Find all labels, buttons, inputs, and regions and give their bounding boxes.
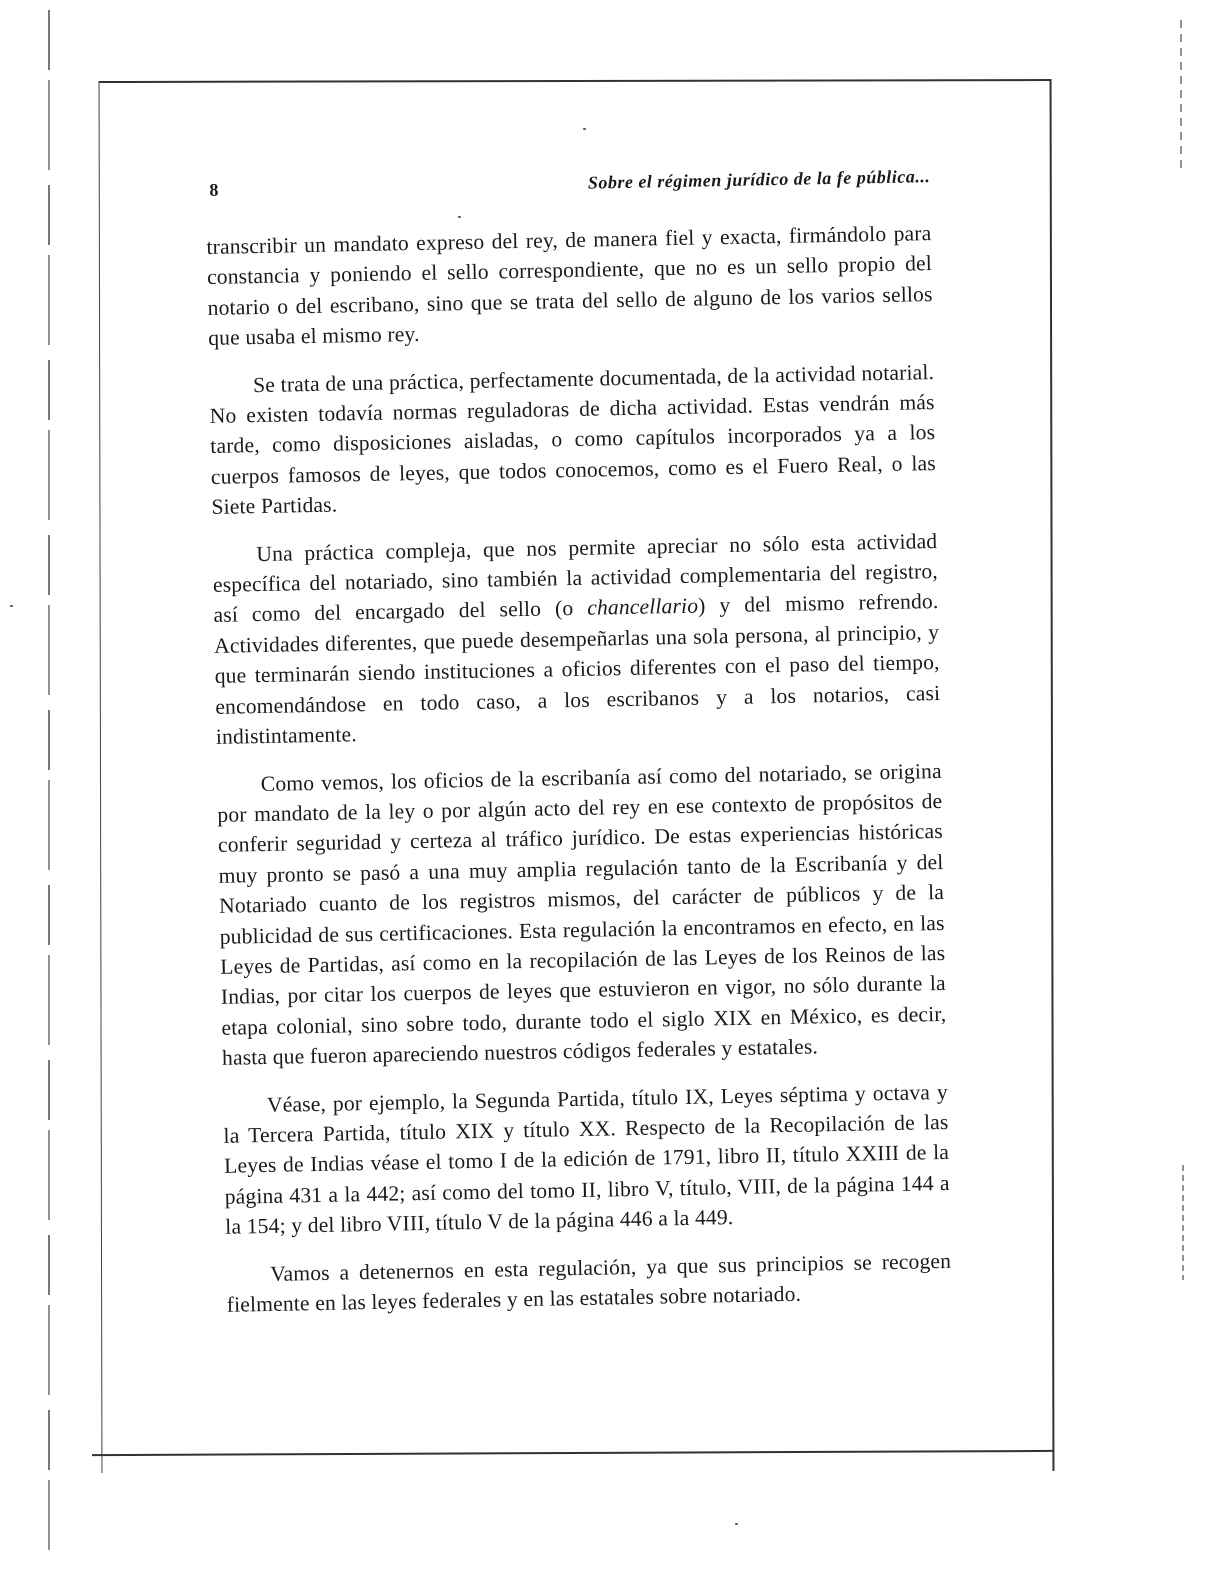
running-title: Sobre el régimen jurídico de la fe pública... [587, 166, 931, 193]
paragraph-4: Como vemos, los oficios de la escribanía así como del notariado, se origina por mandato de la ley o por algún acto del rey en ese contexto de propósitos de conferir seguridad y certeza al tráfico jurídico. De estas experiencias históricas muy pronto se pasó a una muy amplia regulación tanto de la Escribanía y del Notariado cuanto de los registros mismos, del carácter de públicos y de la publicidad de sus certificaciones. Esta regulación la encontramos en efecto, en las Leyes de Partidas, así como en la recopilación de las Leyes de los Reinos de las Indias, por citar los cuerpos de leyes que estuvieron en vigor, no sólo durante la etapa colonial, sino sobre todo, durante todo el siglo XIX en México, es decir, hasta que fueron apareciendo nuestros códigos federales y estatales. [217, 758, 947, 1070]
paragraph-3-after: ) y del mismo refrendo. Actividades diferentes, que puede desempeñarlas una sola persona, al principio, y que terminarán siendo instituciones a oficios diferentes con el paso del tiempo, encomendándose en todo caso, a los escribanos y a los notarios, casi indistintamente. [213, 589, 941, 749]
scan-speck [583, 128, 586, 130]
paragraph-3 [212, 526, 941, 753]
scan-edge-right-top [1180, 20, 1182, 170]
page-number: 8 [209, 179, 219, 200]
page-content [205, 156, 952, 1337]
scan-edge-right-bottom [1182, 1165, 1184, 1280]
paragraph-3-italic-term: chancellario [586, 594, 699, 621]
scan-speck [10, 605, 13, 607]
scan-edge-left [48, 10, 50, 1550]
paragraph-2: Se trata de una práctica, perfectamente documentada, de la actividad notarial. No existen todavía normas reguladoras de dicha actividad. Estas vendrán más tarde, como disposiciones aisladas, o como capítulos incorporados ya a los cuerpos famosos de leyes, que todos conocemos, como es el Fuero Real, o las Siete Partidas. [209, 359, 936, 520]
paragraph-5: Véase, por ejemplo, la Segunda Partida, título IX, Leyes séptima y octava y la Tercera Partida, título XIX y título XX. Respecto de la Recopilación de las Leyes de Indias véase el tomo I de la edición de 1791, libro II, título XXIII de la página 431 a la 442; así como del tomo II, libro V, título, VIII, de la página 144 a la 154; y del libro VIII, título V de la página 446 a la 449. [223, 1079, 950, 1239]
scan-speck [735, 1523, 738, 1525]
paragraph-1: transcribir un mandato expreso del rey, de manera fiel y exacta, firmándolo para constancia y poniendo el sello correspondiente, que no es un sello propio del notario o del escribano, sino que se trata del sello de alguno de los varios sellos que usaba el mismo rey. [206, 221, 933, 351]
paragraph-3-before: Una práctica compleja, que nos permite apreciar no sólo esta actividad específica del notariado, sino también la actividad complementaria del registro, así como del encargado del sello (o [212, 528, 939, 628]
paragraph-6: Vamos a detenernos en esta regulación, ya que sus principios se recogen fielmente en las leyes federales y en las estatales sobre notariado. [226, 1248, 952, 1317]
